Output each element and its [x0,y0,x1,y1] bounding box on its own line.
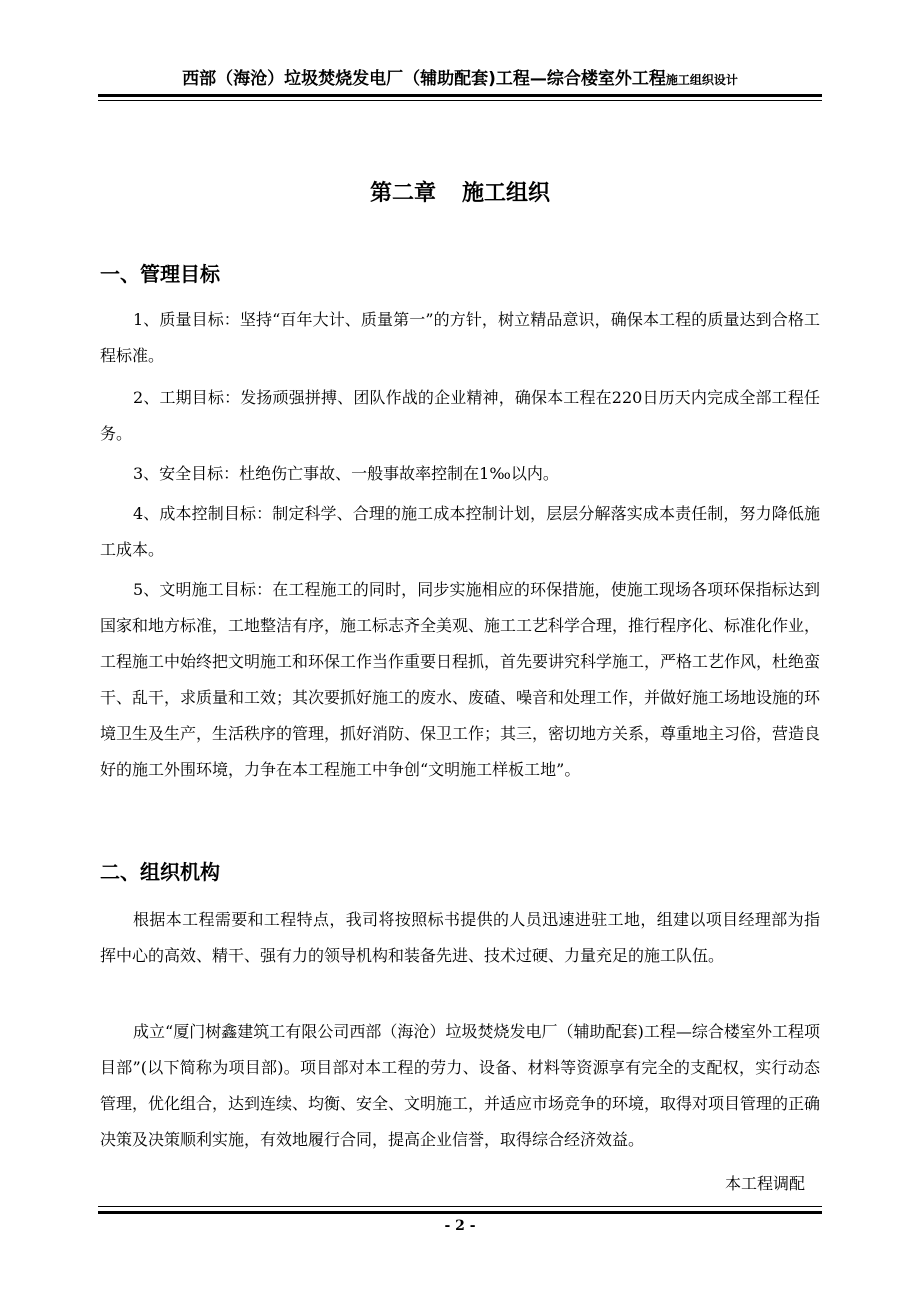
chapter-title [98,176,822,207]
chapter-name: 施工组织 [462,181,551,206]
section-heading-management-goals: 一、管理目标 [100,262,220,286]
header-rule-thin [98,100,822,101]
running-header [98,64,822,89]
goal-cost: 4、成本控制目标：制定科学、合理的施工成本控制计划，层层分解落实成本责任制，努力降低施工成本。 [100,504,820,559]
goal-quality: 1、质量目标：坚持“百年大计、质量第一”的方针，树立精品意识，确保本工程的质量达到合格工程标准。 [100,310,820,365]
section-heading-organization: 二、组织机构 [100,860,220,884]
header-suffix: 施工组织设计 [665,73,738,87]
goal-schedule: 2、工期目标：发扬顽强拼搏、团队作战的企业精神，确保本工程在220日历天内完成全部工程任务。 [100,388,820,443]
goal-safety: 3、安全目标：杜绝伤亡事故、一般事故率控制在1‰以内。 [133,464,559,483]
page-number: - 2 - [444,1218,476,1234]
footer-rule-thick [98,1211,822,1214]
trailing-text: 本工程调配 [724,1174,805,1193]
organization-paragraph-2: 成立“厦门树鑫建筑工有限公司西部（海沧）垃圾焚烧发电厂（辅助配套)工程—综合楼室外工程项目部”(以下简称为项目部)。项目部对本工程的劳力、设备、材料等资源享有完全的支配权，实行动态管理，优化组合，达到连续、均衡、安全、文明施工，并适应市场竞争的环境，取得对项目管理的正确决策及决策顺利实施，有效地履行合同，提高企业信誉，取得综合经济效益。 [100,1022,821,1149]
chapter-number: 第二章 [369,181,436,206]
header-title: 西部（海沧）垃圾焚烧发电厂（辅助配套)工程—综合楼室外工程 [182,69,666,89]
organization-paragraph-1: 根据本工程需要和工程特点，我司将按照标书提供的人员迅速进驻工地，组建以项目经理部为指挥中心的高效、精干、强有力的领导机构和装备先进、技术过硬、力量充足的施工队伍。 [100,910,820,965]
footer-rule-thin [98,1206,822,1207]
goal-civilized-construction: 5、文明施工目标：在工程施工的同时，同步实施相应的环保措施，使施工现场各项环保指标达到国家和地方标准，工地整洁有序，施工标志齐全美观、施工工艺科学合理，推行程序化、标准化作业，工程施工中始终把文明施工和环保工作当作重要日程抓，首先要讲究科学施工，严格工艺作风，杜绝蛮干、乱干，求质量和工效；其次要抓好施工的废水、废碴、噪音和处理工作，并做好施工场地设施的环境卫生及生产，生活秩序的管理，抓好消防、保卫工作；其三，密切地方关系，尊重地主习俗，营造良好的施工外围环境，力争在本工程施工中争创“文明施工样板工地”。 [100,580,821,779]
header-rule-thick [98,94,822,97]
